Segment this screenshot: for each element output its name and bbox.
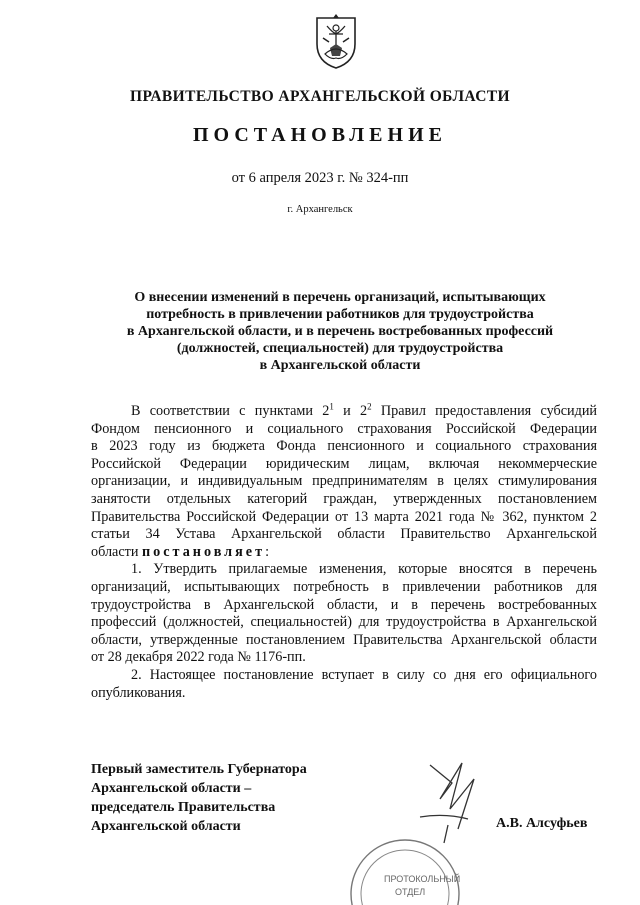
body-line — [91, 403, 597, 421]
body-text: и 2 — [333, 403, 368, 419]
document-body — [91, 403, 597, 702]
body-text: В соответствии с пунктами 2 — [131, 403, 330, 419]
body-line: опубликования. — [91, 684, 186, 701]
body-text: области — [91, 543, 142, 560]
signer-line: Архангельской области – — [91, 781, 252, 796]
title-line: потребность в привлечении работников для трудоустройства — [146, 307, 534, 322]
document-date-number: от 6 апреля 2023 г. № 324-пп — [231, 170, 409, 186]
superscript: 1 — [329, 401, 334, 412]
stamp-text: ПРОТОКОЛЬНЫЙ — [384, 874, 461, 884]
signer-line: председатель Правительства — [91, 800, 276, 815]
title-line: О внесении изменений в перечень организаций, испытывающих — [134, 290, 546, 305]
signer-position — [91, 760, 307, 836]
superscript: 2 — [367, 401, 372, 412]
stamp-text: ОТДЕЛ — [395, 887, 426, 897]
body-line: организации, и индивидуальным предпринимателям в целях стимулирования — [91, 473, 597, 490]
government-name: ПРАВИТЕЛЬСТВО АРХАНГЕЛЬСКОЙ ОБЛАСТИ — [129, 88, 510, 105]
body-text: Правил предоставления субсидий — [371, 403, 598, 419]
body-line: 2. Настоящее постановление вступает в силу со дня его официального — [131, 666, 597, 683]
resolution-keyword: постановляет — [141, 543, 266, 560]
body-line: трудоустройства в Архангельской области, и в перечень востребованных — [91, 596, 597, 613]
body-line: Российской Федерации юридическим лицам, включая некоммерческие — [91, 455, 597, 472]
body-line: 1. Утвердить прилагаемые изменения, которые вносятся в перечень — [131, 561, 597, 578]
signer-name: А.В. Алсуфьев — [496, 816, 588, 831]
title-line: в Архангельской области — [259, 358, 421, 373]
signer-line: Архангельской области — [91, 819, 241, 834]
body-line: Фондом пенсионного и социального страхования Российской Федерации — [91, 420, 597, 437]
document-type: ПОСТАНОВЛЕНИЕ — [193, 124, 447, 146]
title-line: в Архангельской области, и в перечень востребованных профессий — [126, 324, 554, 339]
body-text: : — [265, 543, 270, 560]
body-line: в 2023 году из бюджета Фонда пенсионного и социального страхования — [91, 438, 597, 455]
body-line: Правительства Российской Федерации от 13 марта 2021 года № 362, пунктом 2 — [91, 508, 597, 525]
body-line: организаций, испытывающих потребность в привлечении работников для — [91, 578, 597, 595]
signer-line: Первый заместитель Губернатора — [91, 762, 307, 777]
body-line: занятости отдельных категорий граждан, утвержденных постановлением — [91, 490, 597, 507]
body-line — [91, 544, 597, 562]
body-line: от 28 декабря 2022 года № 1176-пп. — [91, 649, 306, 666]
body-line: статьи 34 Устава Архангельской области Правительство Архангельской — [91, 526, 597, 543]
document-city: г. Архангельск — [287, 204, 353, 215]
title-line: (должностей, специальностей) для трудоустройства — [176, 341, 504, 356]
official-stamp — [345, 822, 465, 905]
coat-of-arms-icon — [315, 14, 357, 70]
body-line: профессий (должностей, специальностей) для трудоустройства в Архангельской — [91, 614, 597, 631]
document-title — [95, 289, 585, 374]
body-line: области, утвержденные постановлением Правительства Архангельской области — [91, 631, 597, 648]
